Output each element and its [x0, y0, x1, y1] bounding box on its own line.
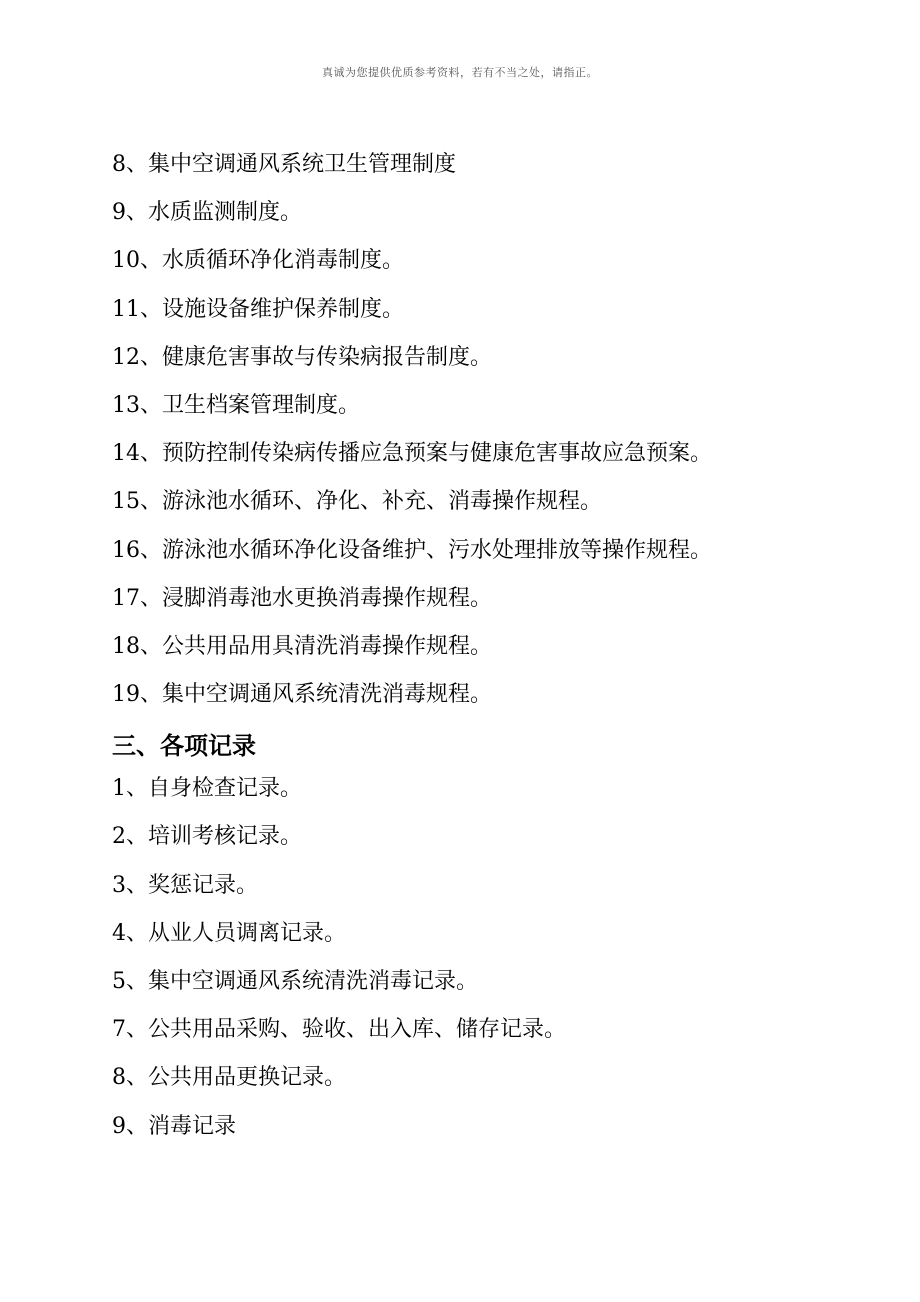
- list-item: 1、自身检查记录。: [112, 776, 302, 802]
- list-item: 3、奖惩记录。: [112, 872, 258, 898]
- list-item: 9、水质监测制度。: [112, 200, 302, 226]
- list-item: 10、水质循环净化消毒制度。: [112, 248, 404, 274]
- list-item: 4、从业人员调离记录。: [112, 920, 346, 946]
- list-item: 9、消毒记录: [112, 1113, 236, 1139]
- list-item: 11、设施设备维护保养制度。: [112, 296, 404, 322]
- list-item: 16、游泳池水循环净化设备维护、污水处理排放等操作规程。: [112, 537, 712, 563]
- list-item: 19、集中空调通风系统清洗消毒规程。: [112, 682, 492, 708]
- list-item: 2、培训考核记录。: [112, 824, 302, 850]
- list-item: 8、公共用品更换记录。: [112, 1065, 346, 1091]
- list-item: 18、公共用品用具清洗消毒操作规程。: [112, 633, 492, 659]
- list-item: 12、健康危害事故与传染病报告制度。: [112, 344, 492, 370]
- list-item: 13、卫生档案管理制度。: [112, 392, 360, 418]
- list-item: 15、游泳池水循环、净化、补充、消毒操作规程。: [112, 489, 602, 515]
- list-item: 17、浸脚消毒池水更换消毒操作规程。: [112, 585, 492, 611]
- document-body: [112, 149, 872, 1159]
- list-item: 14、预防控制传染病传播应急预案与健康危害事故应急预案。: [112, 441, 712, 467]
- list-item: 7、公共用品采购、验收、出入库、储存记录。: [112, 1017, 566, 1043]
- header-note: 真诚为您提供优质参考资料，若有不当之处，请指正。: [322, 66, 598, 79]
- section-heading: 三、各项记录: [112, 732, 256, 761]
- list-item: 8、集中空调通风系统卫生管理制度: [112, 152, 456, 177]
- list-item: 5、集中空调通风系统清洗消毒记录。: [112, 969, 478, 994]
